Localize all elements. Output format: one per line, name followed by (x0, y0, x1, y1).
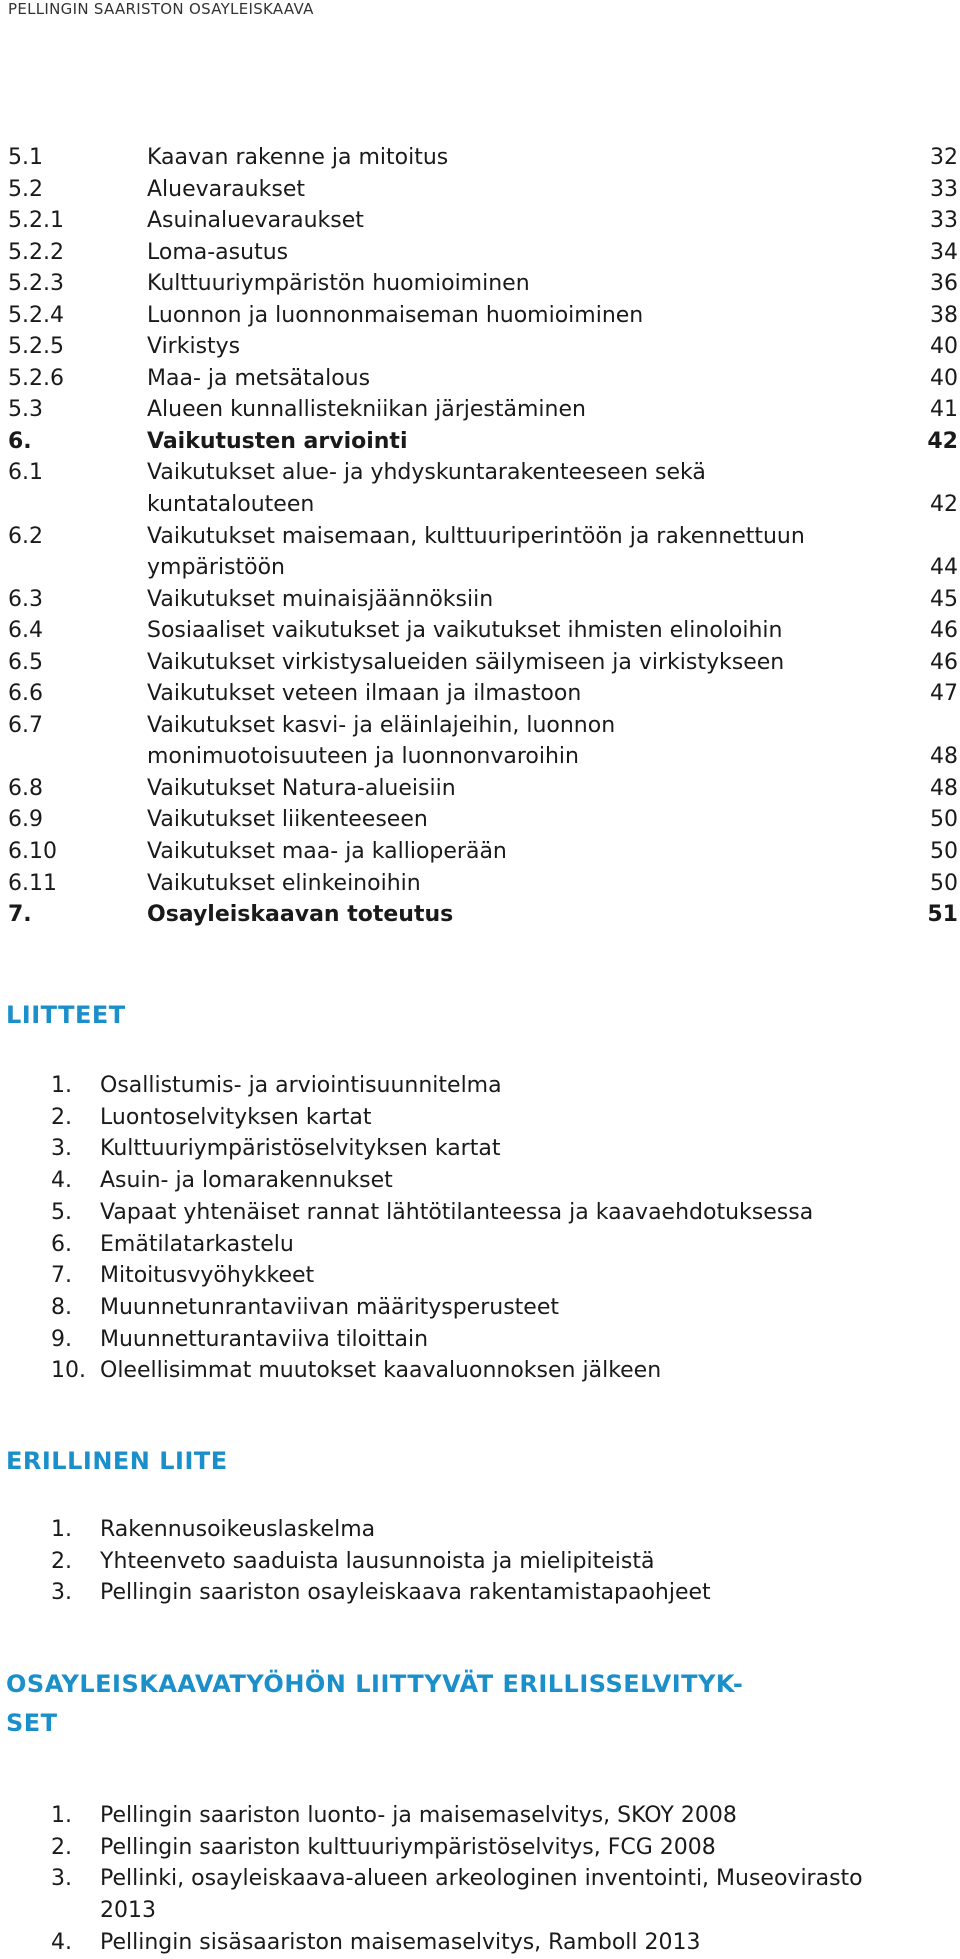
toc-entry (0, 268, 960, 300)
toc-entry-page: 50 (930, 839, 958, 865)
list-item-number: 3. (51, 1136, 72, 1162)
toc-entry-title: Vaikutukset kasvi- ja eläinlajeihin, luonnon monimuotoisuuteen ja luonnonvaroihin (147, 712, 616, 770)
erillinen-liite-list (0, 1514, 960, 1609)
toc-entry (0, 394, 960, 426)
list-item-number: 1. (51, 1517, 72, 1542)
list-item-text: Pellingin saariston osayleiskaava rakentamistapaohjeet (100, 1580, 711, 1606)
list-item-number: 2. (51, 1548, 72, 1574)
toc-entry-title: Vaikutukset maisemaan, kulttuuriperintöön ja rakennettuun ympäristöön (147, 523, 805, 581)
list-item-number: 8. (51, 1294, 72, 1320)
toc-entry-number: 6.5 (8, 649, 43, 675)
toc-entry-number: 6.10 (8, 839, 57, 865)
toc-entry-page: 41 (930, 397, 958, 423)
toc-entry-page: 48 (930, 744, 958, 770)
list-item (0, 1292, 960, 1324)
section-heading-liitteet: LIITTEET (6, 1001, 126, 1029)
running-header: PELLINGIN SAARISTON OSAYLEISKAAVA (8, 0, 314, 18)
toc-entry-title: Vaikutukset Natura-alueisiin (147, 775, 456, 801)
list-item-text: Muunnetturantaviiva tiloittain (100, 1326, 429, 1352)
toc-entry (0, 300, 960, 332)
list-item-text: Muunnetunrantaviivan määritysperusteet (100, 1294, 559, 1320)
list-item-text: Oleellisimmat muutokset kaavaluonnoksen jälkeen (100, 1358, 662, 1384)
toc-entry (0, 678, 960, 710)
list-item-text: Mitoitusvyöhykkeet (100, 1263, 315, 1289)
toc-entry-number: 5.3 (8, 397, 43, 423)
toc-entry-number: 5.2.6 (8, 365, 64, 391)
list-item-number: 3. (51, 1580, 72, 1606)
list-item-text: Yhteenveto saaduista lausunnoista ja mielipiteistä (100, 1548, 655, 1574)
toc-entry-number: 6.11 (8, 870, 57, 896)
list-item (0, 1355, 960, 1387)
list-item-text: Asuin- ja lomarakennukset (100, 1168, 393, 1194)
toc-entry-page: 51 (927, 902, 958, 928)
toc-entry (0, 899, 960, 931)
list-item-number: 5. (51, 1199, 72, 1225)
toc-entry (0, 331, 960, 363)
list-item-text: Pellingin saariston luonto- ja maisemaselvitys, SKOY 2008 (100, 1803, 737, 1828)
list-item-number: 10. (51, 1358, 86, 1384)
toc-entry-page: 47 (930, 681, 958, 707)
toc-entry-title: Vaikutukset liikenteeseen (147, 807, 428, 833)
section-heading-erillinen-liite: ERILLINEN LIITE (6, 1447, 228, 1475)
toc-entry-title: Virkistys (147, 334, 241, 360)
toc-entry-page: 42 (930, 492, 958, 518)
toc-entry-page: 32 (930, 145, 958, 170)
list-item-text: Pellingin saariston kulttuuriympäristöselvitys, FCG 2008 (100, 1834, 716, 1860)
toc-entry-number: 5.2.2 (8, 239, 64, 265)
toc-entry-title: Loma-asutus (147, 239, 289, 265)
toc-entry-number: 6.6 (8, 681, 43, 707)
list-item (0, 1927, 960, 1959)
toc-entry-title: Maa- ja metsätalous (147, 365, 371, 391)
toc-entry-number: 5.2.4 (8, 302, 64, 328)
liitteet-list (0, 1070, 960, 1387)
toc-entry (0, 426, 960, 458)
toc-entry-page: 48 (930, 775, 958, 801)
toc-entry (0, 647, 960, 679)
toc-entry-page: 33 (930, 176, 958, 202)
toc-entry-number: 6.2 (8, 523, 43, 549)
toc-entry (0, 237, 960, 269)
toc-entry-title: Vaikutukset virkistysalueiden säilymiseen ja virkistykseen (147, 649, 785, 675)
toc-entry-title: Luonnon ja luonnonmaiseman huomioiminen (147, 302, 644, 328)
list-item-text: Emätilatarkastelu (100, 1231, 294, 1257)
list-item-number: 2. (51, 1104, 72, 1130)
toc-entry-title: Vaikutukset veteen ilmaan ja ilmastoon (147, 681, 582, 707)
toc-entry-page: 40 (930, 365, 958, 391)
toc-entry-title: Vaikutukset elinkeinoihin (147, 870, 421, 896)
toc-entry (0, 868, 960, 900)
list-item-number: 4. (51, 1929, 72, 1955)
section-heading-erillisselvitykset: OSAYLEISKAAVATYÖHÖN LIITTYVÄT ERILLISSELVITYK- SET (6, 1670, 744, 1737)
toc-entry (0, 363, 960, 395)
list-item-text: Pellingin sisäsaariston maisemaselvitys, Ramboll 2013 (100, 1929, 701, 1955)
list-item (0, 1260, 960, 1292)
list-item-number: 4. (51, 1168, 72, 1194)
toc-entry (0, 773, 960, 805)
table-of-contents (0, 142, 960, 931)
list-item (0, 1577, 960, 1609)
list-item (0, 1165, 960, 1197)
toc-entry-title: Alueen kunnallistekniikan järjestäminen (147, 397, 586, 423)
list-item-number: 9. (51, 1326, 72, 1352)
toc-entry-number: 6.9 (8, 807, 43, 833)
toc-entry-number: 6.4 (8, 618, 43, 644)
list-item-text: Luontoselvityksen kartat (100, 1104, 372, 1130)
list-item (0, 1324, 960, 1356)
list-item-number: 1. (51, 1073, 72, 1098)
toc-entry-title: Vaikutukset muinaisjäännöksiin (147, 586, 494, 612)
toc-entry-title: Asuinaluevaraukset (147, 208, 364, 234)
toc-entry (0, 584, 960, 616)
list-item (0, 1546, 960, 1578)
list-item-text: Rakennusoikeuslaskelma (100, 1517, 376, 1542)
toc-entry-page: 42 (927, 428, 958, 454)
toc-entry (0, 836, 960, 868)
toc-entry-page: 50 (930, 870, 958, 896)
toc-entry (0, 804, 960, 836)
toc-entry-page: 44 (930, 555, 958, 581)
list-item-text: Pellinki, osayleiskaava-alueen arkeologinen inventointi, Museovirasto 2013 (100, 1866, 863, 1924)
toc-entry-title: Vaikutukset maa- ja kallioperään (147, 839, 507, 865)
list-item (0, 1070, 960, 1102)
toc-entry-page: 40 (930, 334, 958, 360)
toc-entry-number: 6.8 (8, 775, 43, 801)
toc-entry-page: 46 (930, 649, 958, 675)
list-item (0, 1514, 960, 1546)
toc-entry (0, 457, 960, 520)
toc-entry-page: 45 (930, 586, 958, 612)
toc-entry-page: 38 (930, 302, 958, 328)
list-item (0, 1229, 960, 1261)
toc-entry-page: 34 (930, 239, 958, 265)
list-item-text: Vapaat yhtenäiset rannat lähtötilanteessa ja kaavaehdotuksessa (100, 1199, 814, 1225)
toc-entry (0, 205, 960, 237)
erillisselvitykset-list (0, 1800, 960, 1959)
toc-entry (0, 615, 960, 647)
toc-entry-number: 6.1 (8, 460, 43, 486)
toc-entry-title: Kulttuuriympäristön huomioiminen (147, 271, 530, 297)
toc-entry-number: 6.3 (8, 586, 43, 612)
toc-entry (0, 142, 960, 174)
toc-entry-number: 5.2.5 (8, 334, 64, 360)
list-item (0, 1863, 960, 1926)
list-item (0, 1832, 960, 1864)
list-item (0, 1800, 960, 1832)
toc-entry-number: 6. (8, 428, 32, 454)
list-item-number: 2. (51, 1834, 72, 1860)
toc-entry-number: 7. (8, 902, 32, 928)
list-item-number: 6. (51, 1231, 72, 1257)
toc-entry-number: 5.2.1 (8, 208, 64, 234)
list-item-number: 7. (51, 1263, 72, 1289)
toc-entry (0, 521, 960, 584)
toc-entry-page: 36 (930, 271, 958, 297)
toc-entry-number: 5.2.3 (8, 271, 64, 297)
toc-entry-title: Aluevaraukset (147, 176, 305, 202)
list-item-text: Osallistumis- ja arviointisuunnitelma (100, 1073, 502, 1098)
list-item-number: 1. (51, 1803, 72, 1828)
toc-entry-number: 6.7 (8, 712, 43, 738)
toc-entry (0, 710, 960, 773)
toc-entry (0, 174, 960, 206)
list-item (0, 1102, 960, 1134)
toc-entry-title: Osayleiskaavan toteutus (147, 902, 454, 928)
list-item-text: Kulttuuriympäristöselvityksen kartat (100, 1136, 501, 1162)
list-item-number: 3. (51, 1866, 72, 1892)
toc-entry-page: 46 (930, 618, 958, 644)
list-item (0, 1133, 960, 1165)
toc-entry-title: Kaavan rakenne ja mitoitus (147, 145, 449, 170)
toc-entry-number: 5.2 (8, 176, 43, 202)
list-item (0, 1197, 960, 1229)
toc-entry-title: Vaikutusten arviointi (147, 428, 408, 454)
toc-entry-number: 5.1 (8, 145, 43, 170)
toc-entry-page: 50 (930, 807, 958, 833)
toc-entry-title: Vaikutukset alue- ja yhdyskuntarakenteeseen sekä kuntatalouteen (147, 460, 706, 518)
toc-entry-page: 33 (930, 208, 958, 234)
toc-entry-title: Sosiaaliset vaikutukset ja vaikutukset ihmisten elinoloihin (147, 618, 783, 644)
